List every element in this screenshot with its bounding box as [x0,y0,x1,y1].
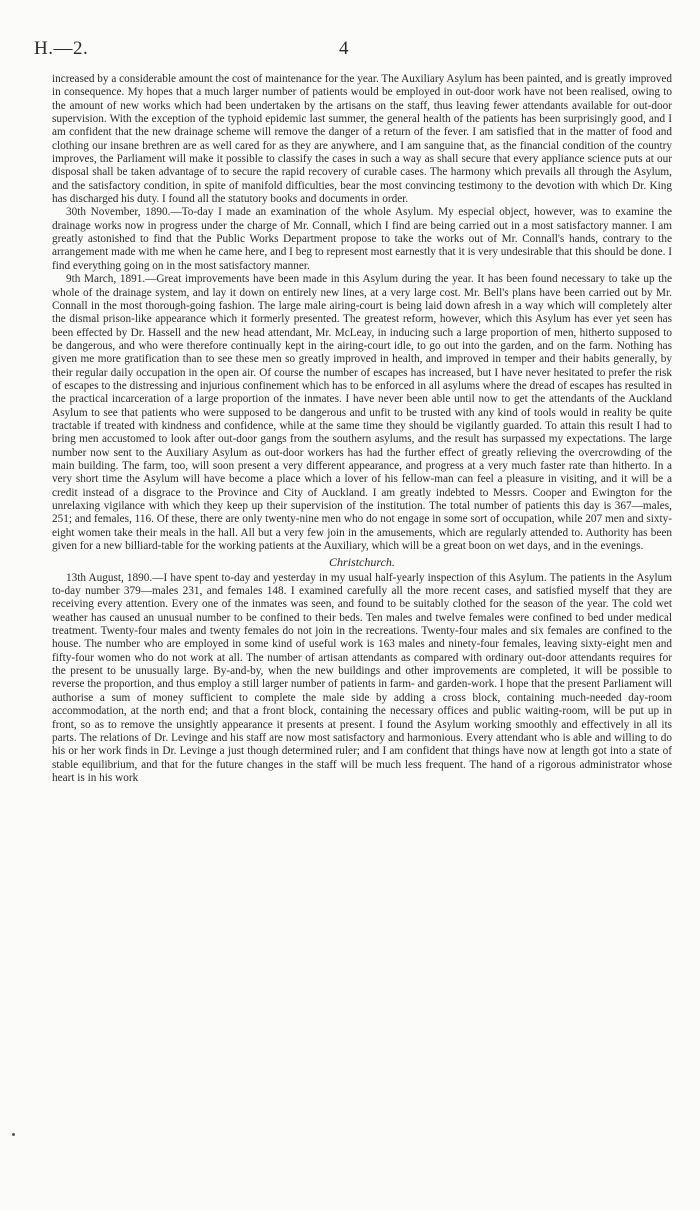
paragraph-30-november-1890: 30th November, 1890.—To-day I made an examination of the whole Asylum. My especial object, however, was to examine the drainage works now in progress under the charge of Mr. Connall, which I find are being carried out in a most satisfactory manner. I am greatly astonished to find that the Public Works Department propose to take the works out of Mr. Connall's hands, contrary to the arrangement made with me when he came here, and I beg to represent most earnestly that it is very undesirable that this should be done. I find everything going on in the most satisfactory manner. [52,206,672,272]
page-code: H.—2. [34,38,89,59]
page-number: 4 [339,38,349,59]
paragraph-13-august-1890: 13th August, 1890.—I have spent to-day and yesterday in my usual half-yearly inspection of this Asylum. The patients in the Asylum to-day number 379—males 231, and females 148. I examined carefully all the more recent cases, and satisfied myself that they are receiving every attention. Every one of the inmates was seen, and found to be suitably clothed for the season of the year. The cold wet weather has caused an unusual number to be confined to their beds. Ten males and twelve females were confined to bed under medical treatment. Twenty-four males and twenty females do not join in the recreations. Twenty-four males and six females are confined to the house. The number who are employed in some kind of useful work is 163 males and ninety-four females, leaving sixty-eight men and fifty-four women who do not work at all. The number of artisan attendants as compared with ordinary out-door attendants requires for the present to be unusually large. By-and-by, when the new buildings and other improvements are completed, it will be possible to reverse the proportion, and thus employ a still larger number of patients in farm- and garden-work. I hope that the present Parliament will authorise a sum of money sufficient to complete the male side by adding a cross block, containing much-needed day-room accommodation, at the north end; and that a front block, containing the necessary offices and public waiting-room, will be put up in front, so as to remove the unsightly appearance it presents at present. I found the Asylum working smoothly and effectively in all its parts. The relations of Dr. Levinge and his staff are now most satisfactory and harmonious. Every attendant who is able and willing to do his or her work finds in Dr. Levinge a just though determined ruler; and I am confident that things have now at length got into a state of stable equilibrium, and that for the future changes in the staff will be much less frequent. The hand of a rigorous administrator whose heart is in his work [52,571,672,784]
paragraph-auckland-continued: increased by a considerable amount the cost of maintenance for the year. The Auxiliary Asylum has been painted, and is greatly improved in consequence. My hopes that a much larger number of patients would be employed in out-door work have not been realised, owing to the amount of new works which had been undertaken by the artisans on the staff, thus leaving fewer attendants available for out-door supervision. With the exception of the typhoid epidemic last summer, the general health of the patients has been surprisingly good, and I am confident that the new drainage scheme will remove the danger of a return of the fever. I am satisfied that in the matter of food and clothing our insane brethren are as well cared for as they are anywhere, and I am sanguine that, as the financial condition of the country improves, the Parliament will make it possible to classify the cases in such a way as shall secure that every appliance science puts at our disposal shall be taken advantage of to secure the rapid recovery of curable cases. The harmony which prevails all through the Asylum, and the satisfactory condition, in spite of manifold difficulties, bear the most convincing testimony to the devotion with which Dr. King has discharged his duty. I found all the statutory books and documents in order. [52,73,672,206]
margin-mark [12,1133,15,1136]
page-header [34,38,666,62]
body-text [52,73,672,785]
section-heading-christchurch: Christchurch. [329,555,395,570]
paragraph-9-march-1891: 9th March, 1891.—Great improvements have been made in this Asylum during the year. It has been found necessary to take up the whole of the drainage system, and lay it down on entirely new lines, at a very large cost. Mr. Bell's plans have been carried out by Mr. Connall in the most thorough-going fashion. The large male airing-court is being laid down afresh in a way which will completely alter the dismal prison-like appearance which it formerly presented. The greatest reform, however, which this Asylum has ever yet seen has been effected by Dr. Hassell and the new head attendant, Mr. McLeay, in inducing such a large proportion of men, hitherto supposed to be dangerous, and who were therefore continually kept in the airing-court idle, to go out into the garden, and on the farm. Nothing has given me more gratification than to see these men so greatly improved in health, and improved in temper and their habits generally, by their regular daily occupation in the open air. Of course the number of escapes has increased, but I have never hesitated to prefer the risk of escapes to the distressing and injurious confinement which has to be enforced in all asylums where the dread of escapes has resulted in the practical incarceration of a large proportion of the inmates. I have never been able until now to get the attendants of the Auckland Asylum to see that patients who were supposed to be dangerous and unfit to be trusted with any kind of tools would in reality be quite tractable if treated with kindness and confidence, while at the same time they should be vigilantly guarded. To attain this result I had to bring men accustomed to look after out-door gangs from the southern asylums, and the result has surpassed my expectations. The large number now sent to the Auxiliary Asylum as out-door workers has had the further effect of greatly relieving the overcrowding of the main building. The farm, too, will soon present a very different appearance, and progress at a very much faster rate than hitherto. In a very short time the Asylum will have become a place which a lover of his fellow-man can feel a pleasure in visiting, and it will be a credit instead of a disgrace to the Province and City of Auckland. I am greatly indebted to Messrs. Cooper and Ewington for the unrelaxing vigilance with which they keep up their supervision of the institution. The total number of patients this day is 367—males, 251; and females, 116. Of these, there are only twenty-nine men who do not engage in some sort of occupation, while 207 men and sixty-eight women take their meals in the hall. All but a very few join in the amusements, which are regularly attended to. Authority has been given for a new billiard-table for the working patients at the Auxiliary, which will be a great boon on wet days, and in the evenings. [52,273,672,553]
